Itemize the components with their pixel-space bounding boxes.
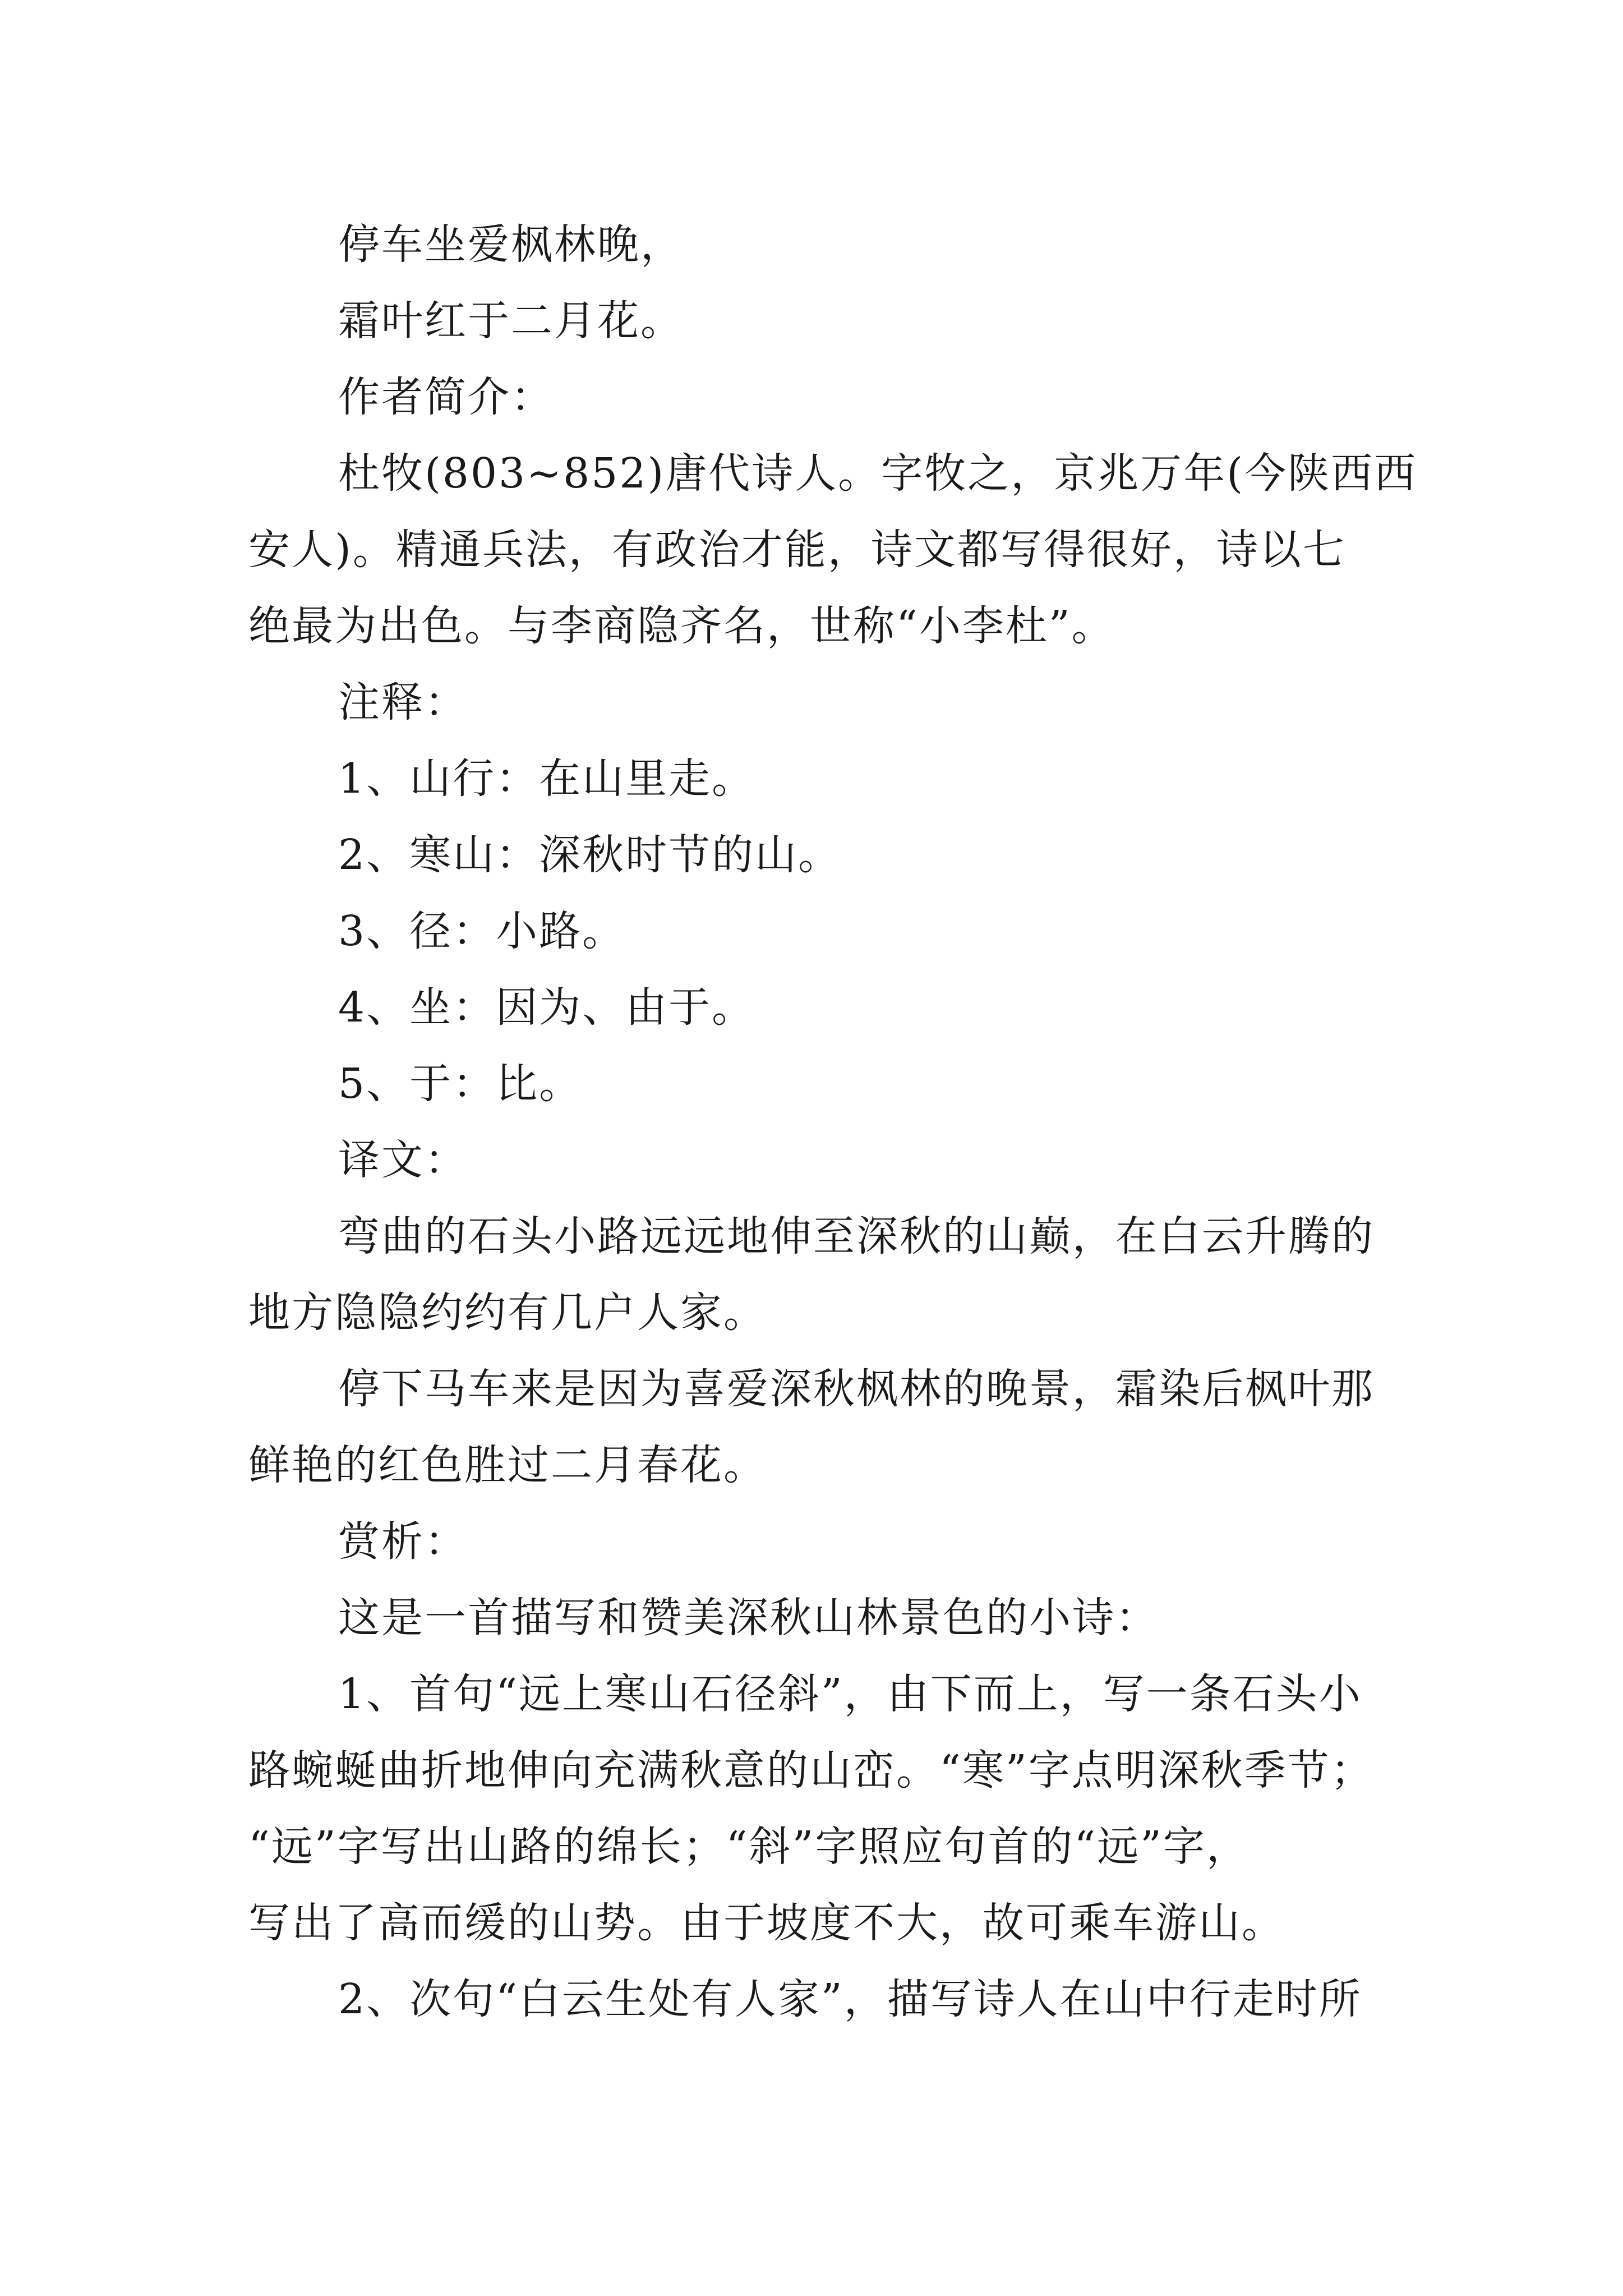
translation-paragraph-line: 地方隐隐约约有几户人家。 — [248, 1289, 767, 1337]
translation-paragraph-line: 鲜艳的红色胜过二月春花。 — [248, 1441, 767, 1489]
note-item: 3、径：小路。 — [338, 907, 626, 955]
poem-line-4: 霜叶红于二月花。 — [338, 297, 684, 345]
author-paragraph-line: 杜牧(803~852)唐代诗人。字牧之，京兆万年(今陕西西 — [338, 449, 1418, 498]
appreciation-paragraph-line: 路蜿蜒曲折地伸向充满秋意的山峦。“寒”字点明深秋季节； — [248, 1746, 1374, 1795]
note-item: 4、坐：因为、由于。 — [338, 983, 755, 1032]
section-heading-notes: 注释： — [338, 678, 468, 726]
appreciation-paragraph-line: 2、次句“白云生处有人家”，描写诗人在山中行走时所 — [338, 1975, 1362, 2023]
translation-paragraph-line: 弯曲的石头小路远远地伸至深秋的山巅，在白云升腾的 — [338, 1212, 1375, 1260]
section-heading-appreciation: 赏析： — [338, 1517, 468, 1566]
section-heading-translation: 译文： — [338, 1136, 468, 1184]
appreciation-paragraph-line: 写出了高而缓的山势。由于坡度不大，故可乘车游山。 — [248, 1899, 1285, 1947]
note-item: 1、山行：在山里走。 — [338, 754, 755, 803]
author-paragraph-line: 安人)。精通兵法，有政治才能，诗文都写得很好，诗以七 — [248, 526, 1346, 574]
note-item: 2、寒山：深秋时节的山。 — [338, 831, 842, 879]
appreciation-paragraph-line: 1、首句“远上寒山石径斜”，由下而上，写一条石头小 — [338, 1670, 1362, 1718]
appreciation-paragraph-line: “远”字写出山路的绵长；“斜”字照应句首的“远”字， — [248, 1823, 1249, 1871]
note-item: 5、于：比。 — [338, 1060, 583, 1108]
section-heading-author: 作者简介： — [338, 373, 554, 421]
translation-paragraph-line: 停下马车来是因为喜爱深秋枫林的晚景，霜染后枫叶那 — [338, 1365, 1375, 1413]
appreciation-paragraph-line: 这是一首描写和赞美深秋山林景色的小诗： — [338, 1594, 1159, 1642]
author-paragraph-line: 绝最为出色。与李商隐齐名，世称“小李杜”。 — [248, 602, 1115, 650]
poem-line-3: 停车坐爱枫林晚， — [338, 220, 684, 269]
